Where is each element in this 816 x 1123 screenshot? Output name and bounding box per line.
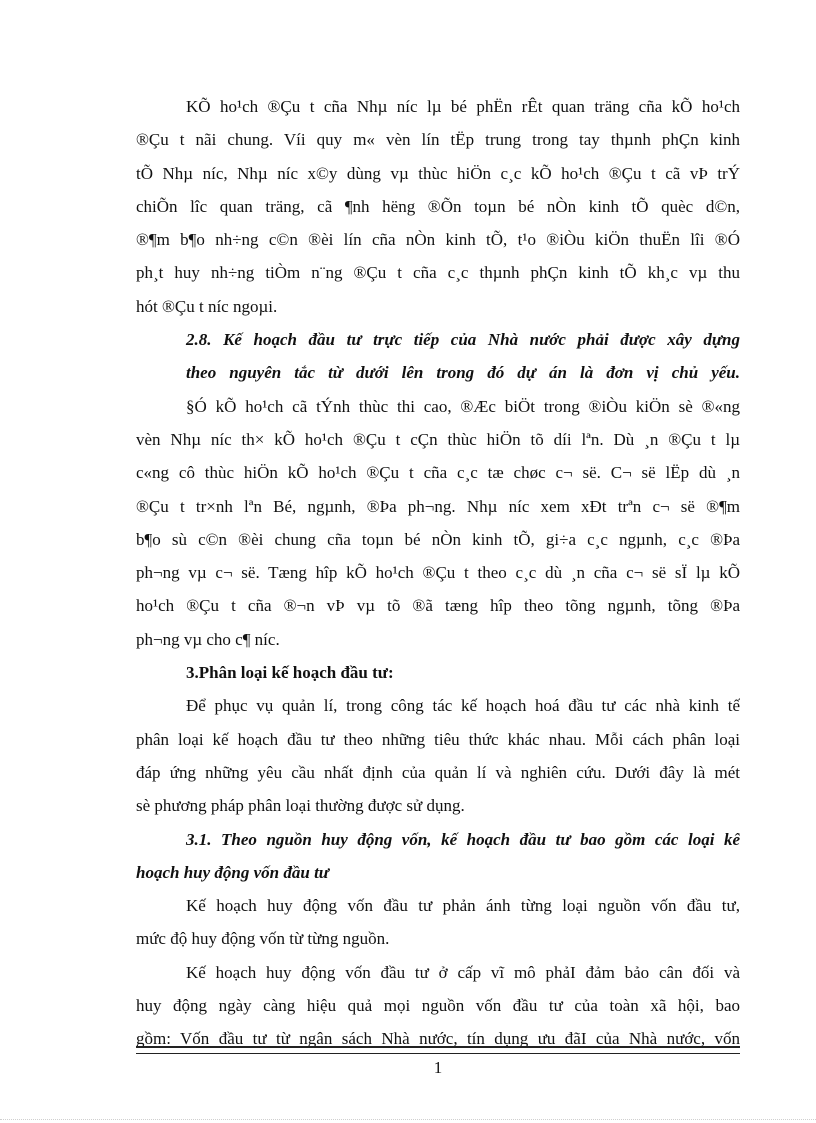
- paragraph-line: ho¹ch ®Çu t cña ®¬n vÞ vµ tõ ®ã tæng hîp theo tõng ngµnh, tõng ®Þa: [136, 596, 740, 616]
- paragraph-line: chiÕn lîc quan träng, cã ¶nh hëng ®Õn toµn bé nÒn kinh tÕ quèc d©n,: [136, 196, 740, 216]
- body-text: [136, 90, 740, 1056]
- section-heading-2-8: 2.8. Kế hoạch đầu tư trực tiếp của Nhà nước phải được xây dựng: [186, 330, 740, 350]
- section-heading-2-8-cont: theo nguyên tắc từ dưới lên trong đó dự án là đơn vị chủ yếu.: [186, 363, 740, 383]
- paragraph-line: Để phục vụ quản lí, trong công tác kế hoạch hoá đầu tư các nhà kinh tế: [186, 696, 740, 716]
- paragraph-line: hót ®Çu t níc ngoµi.: [136, 296, 278, 316]
- paragraph-line: gồm: Vốn đầu tư từ ngân sách Nhà nước, tín dụng ưu đãI của Nhà nước, vốn: [136, 1029, 740, 1049]
- section-heading-3: 3.Phân loại kế hoạch đầu tư:: [186, 663, 394, 683]
- paragraph-line: Kế hoạch huy động vốn đầu tư phản ánh từng loại nguồn vốn đầu tư,: [186, 896, 740, 916]
- paragraph-line: §Ó kÕ ho¹ch cã tÝnh thùc thi cao, ®Æc biÖt trong ®iÒu kiÖn sè ®«ng: [186, 396, 740, 416]
- paragraph-line: ®Çu t tr×nh lªn Bé, ngµnh, ®Þa ph¬ng. Nhµ níc xem xÐt trªn c¬ së ®¶m: [136, 496, 740, 516]
- footer-divider: [136, 1046, 740, 1054]
- page-number: 1: [433, 1058, 443, 1077]
- paragraph-line: sè phương pháp phân loại thường được sử dụng.: [136, 796, 465, 816]
- paragraph-line: ph¬ng vµ cho c¶ níc.: [136, 629, 280, 649]
- paragraph-line: ®¶m b¶o nh÷ng c©n ®èi lín cña nÒn kinh tÕ, t¹o ®iÒu kiÖn thuËn lîi ®Ó: [136, 230, 740, 250]
- section-heading-3-1-cont: hoạch huy động vốn đầu tư: [136, 862, 329, 882]
- paragraph-line: ®Çu t nãi chung. Víi quy m« vèn lín tËp trung trong tay thµnh phÇn kinh: [136, 130, 740, 150]
- paragraph-line: đáp ứng những yêu cầu nhất định của quản lí và nghiên cứu. Dưới đây là mét: [136, 762, 740, 782]
- paragraph-line: huy động ngày càng hiệu quả mọi nguồn vốn đầu tư của toàn xã hội, bao: [136, 996, 740, 1016]
- paragraph-line: Kế hoạch huy động vốn đầu tư ở cấp vĩ mô phảI đảm bảo cân đối và: [186, 962, 740, 982]
- paragraph-line: vèn Nhµ níc th× kÕ ho¹ch ®Çu t cÇn thùc hiÖn tõ díi lªn. Dù ¸n ®Çu t lµ: [136, 429, 740, 449]
- paragraph-line: phân loại kế hoạch đầu tư theo những tiêu thức khác nhau. Mỗi cách phân loại: [136, 729, 740, 749]
- paragraph-line: tÕ Nhµ níc, Nhµ níc x©y dùng vµ thùc hiÖn c¸c kÕ ho¹ch ®Çu t cã vÞ trÝ: [136, 163, 740, 183]
- page-edge-divider: [0, 1119, 816, 1120]
- section-heading-3-1: 3.1. Theo nguồn huy động vốn, kế hoạch đầu tư bao gồm các loại kế: [186, 829, 740, 849]
- paragraph-line: mức độ huy động vốn từ từng nguồn.: [136, 929, 390, 949]
- paragraph-line: c«ng cô thùc hiÖn kÕ ho¹ch ®Çu t cña c¸c tæ chøc c¬ së. C¬ së lËp dù ¸n: [136, 463, 740, 483]
- paragraph-line: ph¸t huy nh÷ng tiÒm n¨ng ®Çu t cña c¸c thµnh phÇn kinh tÕ kh¸c vµ thu: [136, 263, 740, 283]
- paragraph-line: ph¬ng vµ c¬ së. Tæng hîp kÕ ho¹ch ®Çu t theo c¸c dù ¸n cña c¬ së sÏ lµ kÕ: [136, 563, 740, 583]
- paragraph-line: b¶o sù c©n ®èi chung cña toµn bé nÒn kinh tÕ, gi÷a c¸c ngµnh, c¸c ®Þa: [136, 529, 740, 549]
- paragraph-line: KÕ ho¹ch ®Çu t cña Nhµ níc lµ bé phËn rÊt quan träng cña kÕ ho¹ch: [186, 97, 740, 116]
